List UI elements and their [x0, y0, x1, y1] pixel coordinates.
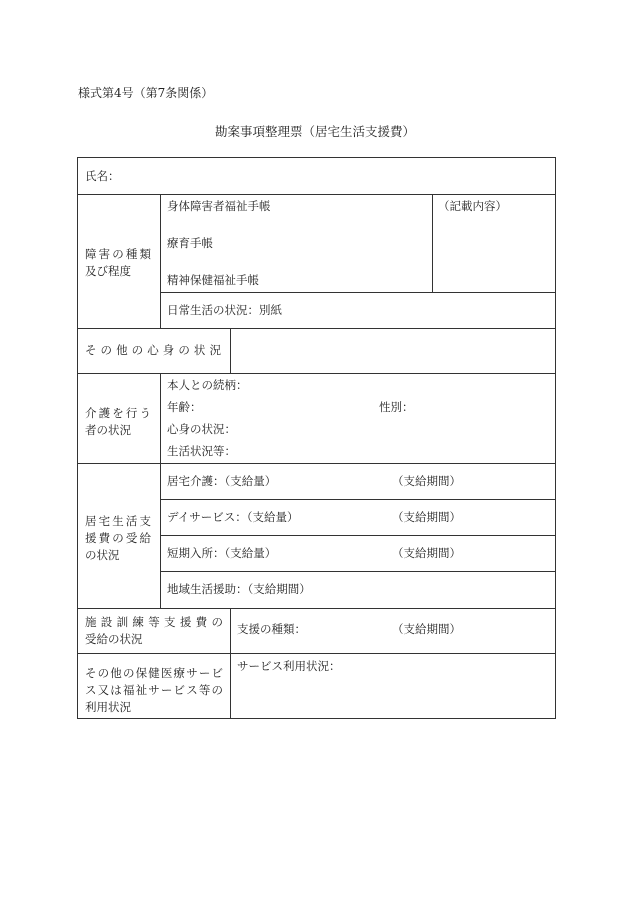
relationship-field: 本人との続柄： [167, 378, 248, 392]
column-divider [230, 328, 231, 373]
support-kind-field: 支援の種類： [237, 622, 306, 636]
row-divider [78, 328, 555, 329]
column-divider [160, 373, 161, 608]
living-status-field: 生活状況等： [167, 444, 236, 458]
row-divider [78, 373, 555, 374]
facility-support-period: （支給期間） [392, 622, 461, 636]
rehabilitation-handbook: 療育手帳 [167, 236, 213, 250]
caregiver-label: 介護を行う [85, 406, 151, 420]
column-divider [160, 194, 161, 328]
caregiver-label-2: 者の状況 [85, 423, 131, 437]
column-divider [230, 608, 231, 718]
mental-health-handbook: 精神保健福祉手帳 [167, 273, 259, 287]
day-service: デイサービス：（支給量） [167, 510, 299, 524]
row-divider [78, 653, 555, 654]
home-support-label-2: 援費の受給 [85, 531, 151, 545]
community-support: 地域生活援助：（支給期間） [167, 582, 311, 596]
column-divider [432, 194, 433, 292]
health-status-field: 心身の状況： [167, 422, 236, 436]
service-usage-field: サービス利用状況： [237, 659, 341, 673]
row-divider [78, 463, 555, 464]
other-services-label-3: 利用状況 [85, 700, 131, 714]
physical-disability-handbook: 身体障害者福祉手帳 [167, 199, 271, 213]
home-support-label: 居宅生活支 [85, 514, 151, 528]
age-field: 年齢： [167, 400, 202, 414]
other-condition-label: その他の心身の状況 [85, 343, 221, 357]
home-support-label-3: の状況 [85, 548, 120, 562]
row-divider [78, 194, 555, 195]
home-care-service: 居宅介護：（支給量） [167, 474, 277, 488]
cell-divider [160, 292, 555, 293]
facility-support-label: 施設訓練等支援費の [85, 615, 223, 629]
document-title: 勘案事項整理票（居宅生活支援費） [214, 124, 415, 139]
other-services-label-2: ス又は福祉サービス等の [85, 683, 223, 697]
form-table [77, 157, 556, 719]
entry-content-label: （記載内容） [438, 199, 507, 213]
day-service-period: （支給期間） [392, 510, 461, 524]
other-services-label: その他の保健医療サービ [85, 666, 223, 680]
sex-field: 性別： [379, 400, 414, 414]
disability-type-label: 障害の種類 [85, 247, 151, 261]
home-care-period: （支給期間） [392, 474, 461, 488]
cell-divider [160, 499, 555, 500]
name-label: 氏名： [85, 169, 120, 183]
form-reference: 様式第4号（第7条関係） [78, 86, 214, 100]
cell-divider [160, 535, 555, 536]
short-stay-period: （支給期間） [392, 546, 461, 560]
short-stay-service: 短期入所：（支給量） [167, 546, 277, 560]
disability-degree-label: 及び程度 [85, 264, 131, 278]
row-divider [78, 608, 555, 609]
facility-support-label-2: 受給の状況 [85, 632, 143, 646]
cell-divider [160, 571, 555, 572]
daily-life-status: 日常生活の状況：別紙 [167, 303, 282, 317]
